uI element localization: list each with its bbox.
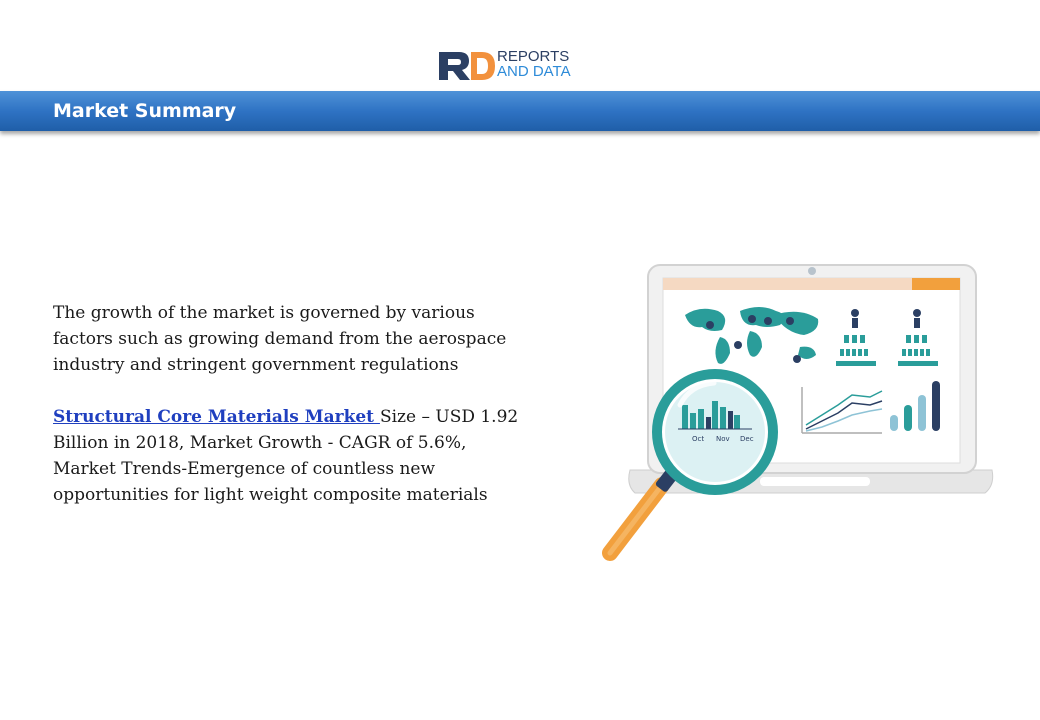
magnifier-label-oct: Oct xyxy=(692,435,705,443)
section-banner xyxy=(0,91,1040,131)
summary-paragraph-1: The growth of the market is governed by various factors such as growing demand from the aerospace industry and stringent government regulations xyxy=(53,303,507,375)
camera-icon xyxy=(808,267,816,275)
summary-paragraph-2 xyxy=(53,404,533,508)
magnifier-icon xyxy=(610,374,773,553)
summary-paragraph-2-text: Size – USD 1.92 Billion in 2018, Market Growth - CAGR of 5.6%, Market Trends-Emergence of countless new opportunities for light weight composite materials xyxy=(53,407,519,505)
magnifier-label-dec: Dec xyxy=(740,435,754,443)
logo-line-2: AND DATA xyxy=(497,63,571,80)
magnifier-label-nov: Nov xyxy=(716,435,730,443)
rd-logo-icon xyxy=(437,48,497,82)
analytics-laptop-illustration xyxy=(590,255,1000,575)
reports-and-data-logo xyxy=(437,48,587,82)
page-title: Market Summary xyxy=(53,100,237,122)
logo-line-1: REPORTS xyxy=(497,48,570,65)
summary-text xyxy=(53,300,533,534)
market-report-link[interactable]: Structural Core Materials Market xyxy=(53,407,380,427)
logo-wordmark xyxy=(497,49,571,79)
